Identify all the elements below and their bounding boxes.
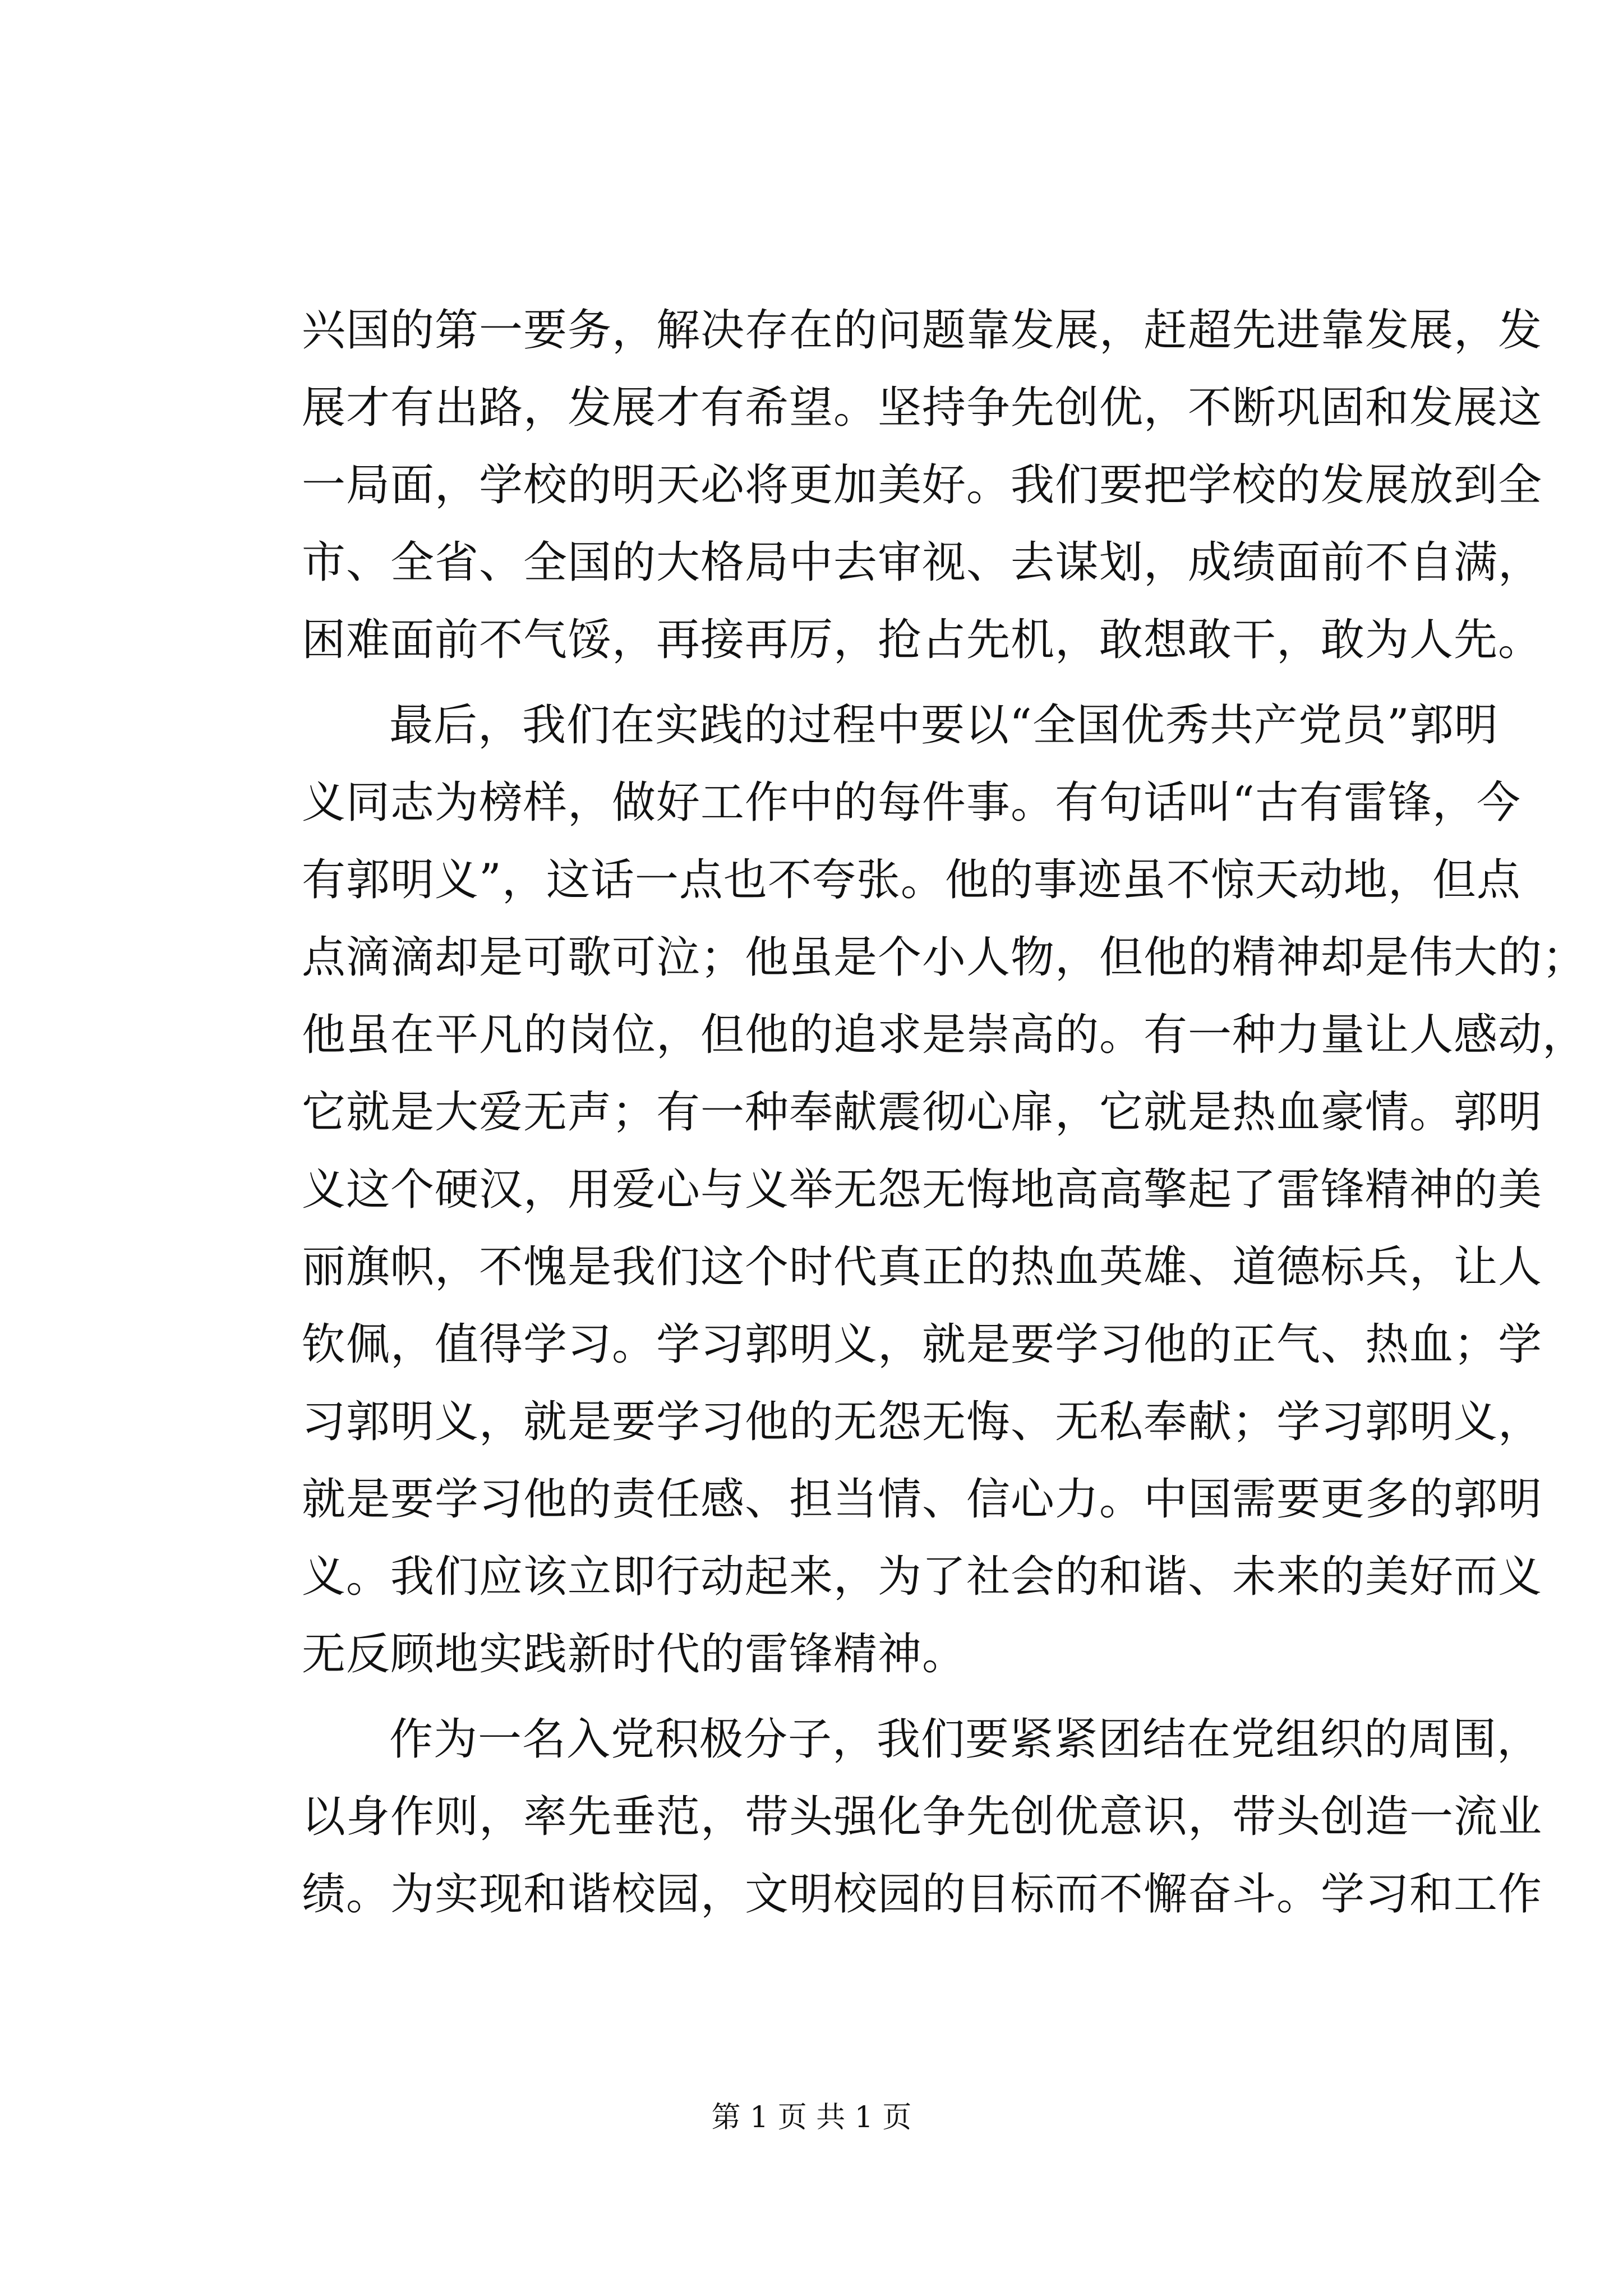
text-line: 义。我们应该立即行动起来，为了社会的和谐、未来的美好而义: [302, 1552, 1543, 1602]
paragraph-first-line: 作为一名入党积极分子，我们要紧紧团结在党组织的周围，: [389, 1714, 1542, 1765]
text-line: 义这个硬汉，用爱心与义举无怨无悔地高高擎起了雷锋精神的美: [302, 1165, 1543, 1215]
paragraph-last-line: 无反顾地实践新时代的雷锋精神。: [302, 1629, 967, 1680]
text-line: 他虽在平凡的岗位，但他的追求是崇高的。有一种力量让人感动，: [302, 1010, 1587, 1060]
text-line: 兴国的第一要务，解决存在的问题靠发展，赶超先进靠发展，发: [302, 305, 1543, 356]
text-line: 丽旗帜，不愧是我们这个时代真正的热血英雄、道德标兵，让人: [302, 1242, 1543, 1292]
text-line: 一局面，学校的明天必将更加美好。我们要把学校的发展放到全: [302, 460, 1543, 510]
text-line: 绩。为实现和谐校园，文明校园的目标而不懈奋斗。学习和工作: [302, 1869, 1543, 1920]
text-line: 就是要学习他的责任感、担当情、信心力。中国需要更多的郭明: [302, 1474, 1543, 1525]
text-line: 钦佩，值得学习。学习郭明义，就是要学习他的正气、热血；学: [302, 1319, 1543, 1370]
text-line: 以身作则，率先垂范，带头强化争先创优意识，带头创造一流业: [302, 1792, 1543, 1842]
document-body: [302, 292, 1587, 1933]
text-line: 点滴滴却是可歌可泣；他虽是个小人物，但他的精神却是伟大的；: [302, 932, 1587, 983]
paragraph-gap: [302, 679, 1418, 687]
text-line: 习郭明义，就是要学习他的无怨无悔、无私奉献；学习郭明义，: [302, 1397, 1543, 1447]
paragraph-gap: [302, 1693, 1418, 1701]
text-line: 有郭明义”，这话一点也不夸张。他的事迹虽不惊天动地，但点: [302, 855, 1521, 905]
text-line: 义同志为榜样，做好工作中的每件事。有句话叫“古有雷锋，今: [302, 777, 1521, 828]
text-line: 展才有出路，发展才有希望。坚持争先创优，不断巩固和发展这: [302, 383, 1543, 433]
text-line: 困难面前不气馁，再接再厉，抢占先机，敢想敢干，敢为人先。: [302, 615, 1543, 665]
paragraph-first-line: 最后，我们在实践的过程中要以“全国优秀共产党员”郭明: [389, 700, 1498, 751]
text-line: 它就是大爱无声；有一种奉献震彻心扉，它就是热血豪情。郭明: [302, 1087, 1543, 1138]
page-number-footer: 第 1 页 共 1 页: [711, 2101, 912, 2134]
text-line: 市、全省、全国的大格局中去审视、去谋划，成绩面前不自满，: [302, 537, 1543, 588]
